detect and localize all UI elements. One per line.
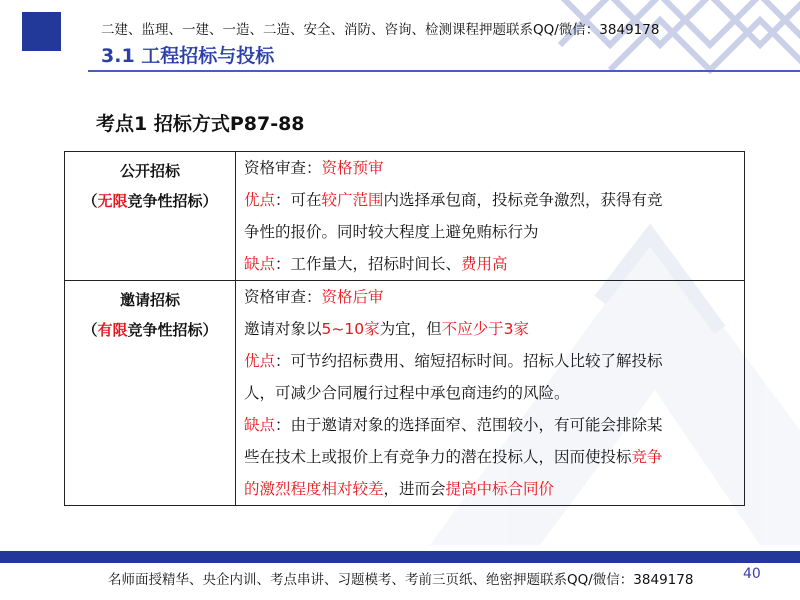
disadvantage-line	[244, 409, 736, 441]
dis-highlight: 费用高	[461, 255, 508, 273]
dis-label: 缺点	[244, 416, 276, 434]
adv-text: ：可节约招标费用、缩短招标时间。招标人比较了解投标	[275, 352, 663, 370]
advantage-line-2: 人，可减少合同履行过程中承包商违约的风险。	[244, 384, 570, 402]
adv-text: ：可在	[275, 191, 322, 209]
advantage-line	[244, 184, 736, 216]
invite-line	[244, 313, 736, 345]
qualification-line	[244, 152, 736, 184]
adv-text-cont: 内选择承包商，投标竞争激烈，获得有竞	[383, 191, 663, 209]
qual-label: 资格审查：	[244, 159, 322, 177]
qualification-line	[244, 281, 736, 313]
disadvantage-line	[244, 248, 736, 280]
footer-notice: 名师面授精华、央企内训、考点串讲、习题模考、考前三页纸、绝密押题联系QQ/微信：3849178	[108, 572, 694, 588]
subtitle-highlight: 有限	[97, 321, 128, 339]
subtitle-rest: 竞争性招标）	[127, 192, 218, 210]
invite-minimum: 不应少于3家	[441, 320, 529, 338]
method-subtitle	[65, 186, 235, 216]
dis-label: 缺点	[244, 255, 276, 273]
dis-text: ：工作量大，招标时间长、	[275, 255, 462, 273]
disadvantage-line-2	[244, 441, 736, 473]
disadvantage-line-3	[244, 473, 736, 505]
invite-count: 5~10家	[321, 320, 380, 338]
method-subtitle	[65, 315, 235, 345]
adv-highlight: 较广范围	[321, 191, 384, 209]
subtitle-highlight: 无限	[97, 192, 128, 210]
adv-label: 优点	[244, 191, 276, 209]
subtitle-rest: 竞争性招标）	[127, 321, 218, 339]
method-cell-invited	[65, 281, 236, 506]
invite-text-cont: 为宜，但	[379, 320, 442, 338]
method-name: 公开招标	[119, 162, 180, 180]
paren-open: （	[82, 321, 98, 339]
method-name: 邀请招标	[119, 291, 180, 309]
method-cell-open	[65, 152, 236, 281]
page-number: 40	[743, 566, 761, 582]
dis-highlight: 竞争	[631, 448, 663, 466]
header-logo-square	[22, 12, 61, 51]
table-row-open-bidding	[65, 152, 745, 281]
dis-text: ：由于邀请对象的选择面窄、范围较小，有可能会排除某	[275, 416, 663, 434]
qual-label: 资格审查：	[244, 288, 322, 306]
footer-bar	[0, 551, 800, 563]
dis-text-cont-2: ，进而会	[383, 480, 446, 498]
advantage-line-2: 争性的报价。同时较大程度上避免贿标行为	[244, 223, 539, 241]
detail-cell-open	[236, 152, 745, 281]
header-notice: 二建、监理、一建、一造、二造、安全、消防、咨询、检测课程押题联系QQ/微信：3849178	[101, 22, 660, 38]
paren-open: （	[82, 192, 98, 210]
adv-label: 优点	[244, 352, 276, 370]
qual-value: 资格后审	[321, 288, 384, 306]
detail-cell-invited	[236, 281, 745, 506]
invite-text: 邀请对象以	[244, 320, 322, 338]
advantage-line	[244, 345, 736, 377]
dis-text-cont: 些在技术上或报价上有竞争力的潜在投标人，因而使投标	[244, 448, 632, 466]
section-title: 3.1 工程招标与投标	[101, 45, 275, 67]
bidding-methods-table	[64, 151, 745, 506]
dis-highlight-2: 的激烈程度相对较差	[244, 480, 384, 498]
table-row-invited-bidding	[65, 281, 745, 506]
dis-highlight-3: 提高中标合同价	[445, 480, 555, 498]
topic-title: 考点1 招标方式P87-88	[96, 113, 305, 135]
header-divider	[88, 70, 800, 72]
qual-value: 资格预审	[321, 159, 384, 177]
